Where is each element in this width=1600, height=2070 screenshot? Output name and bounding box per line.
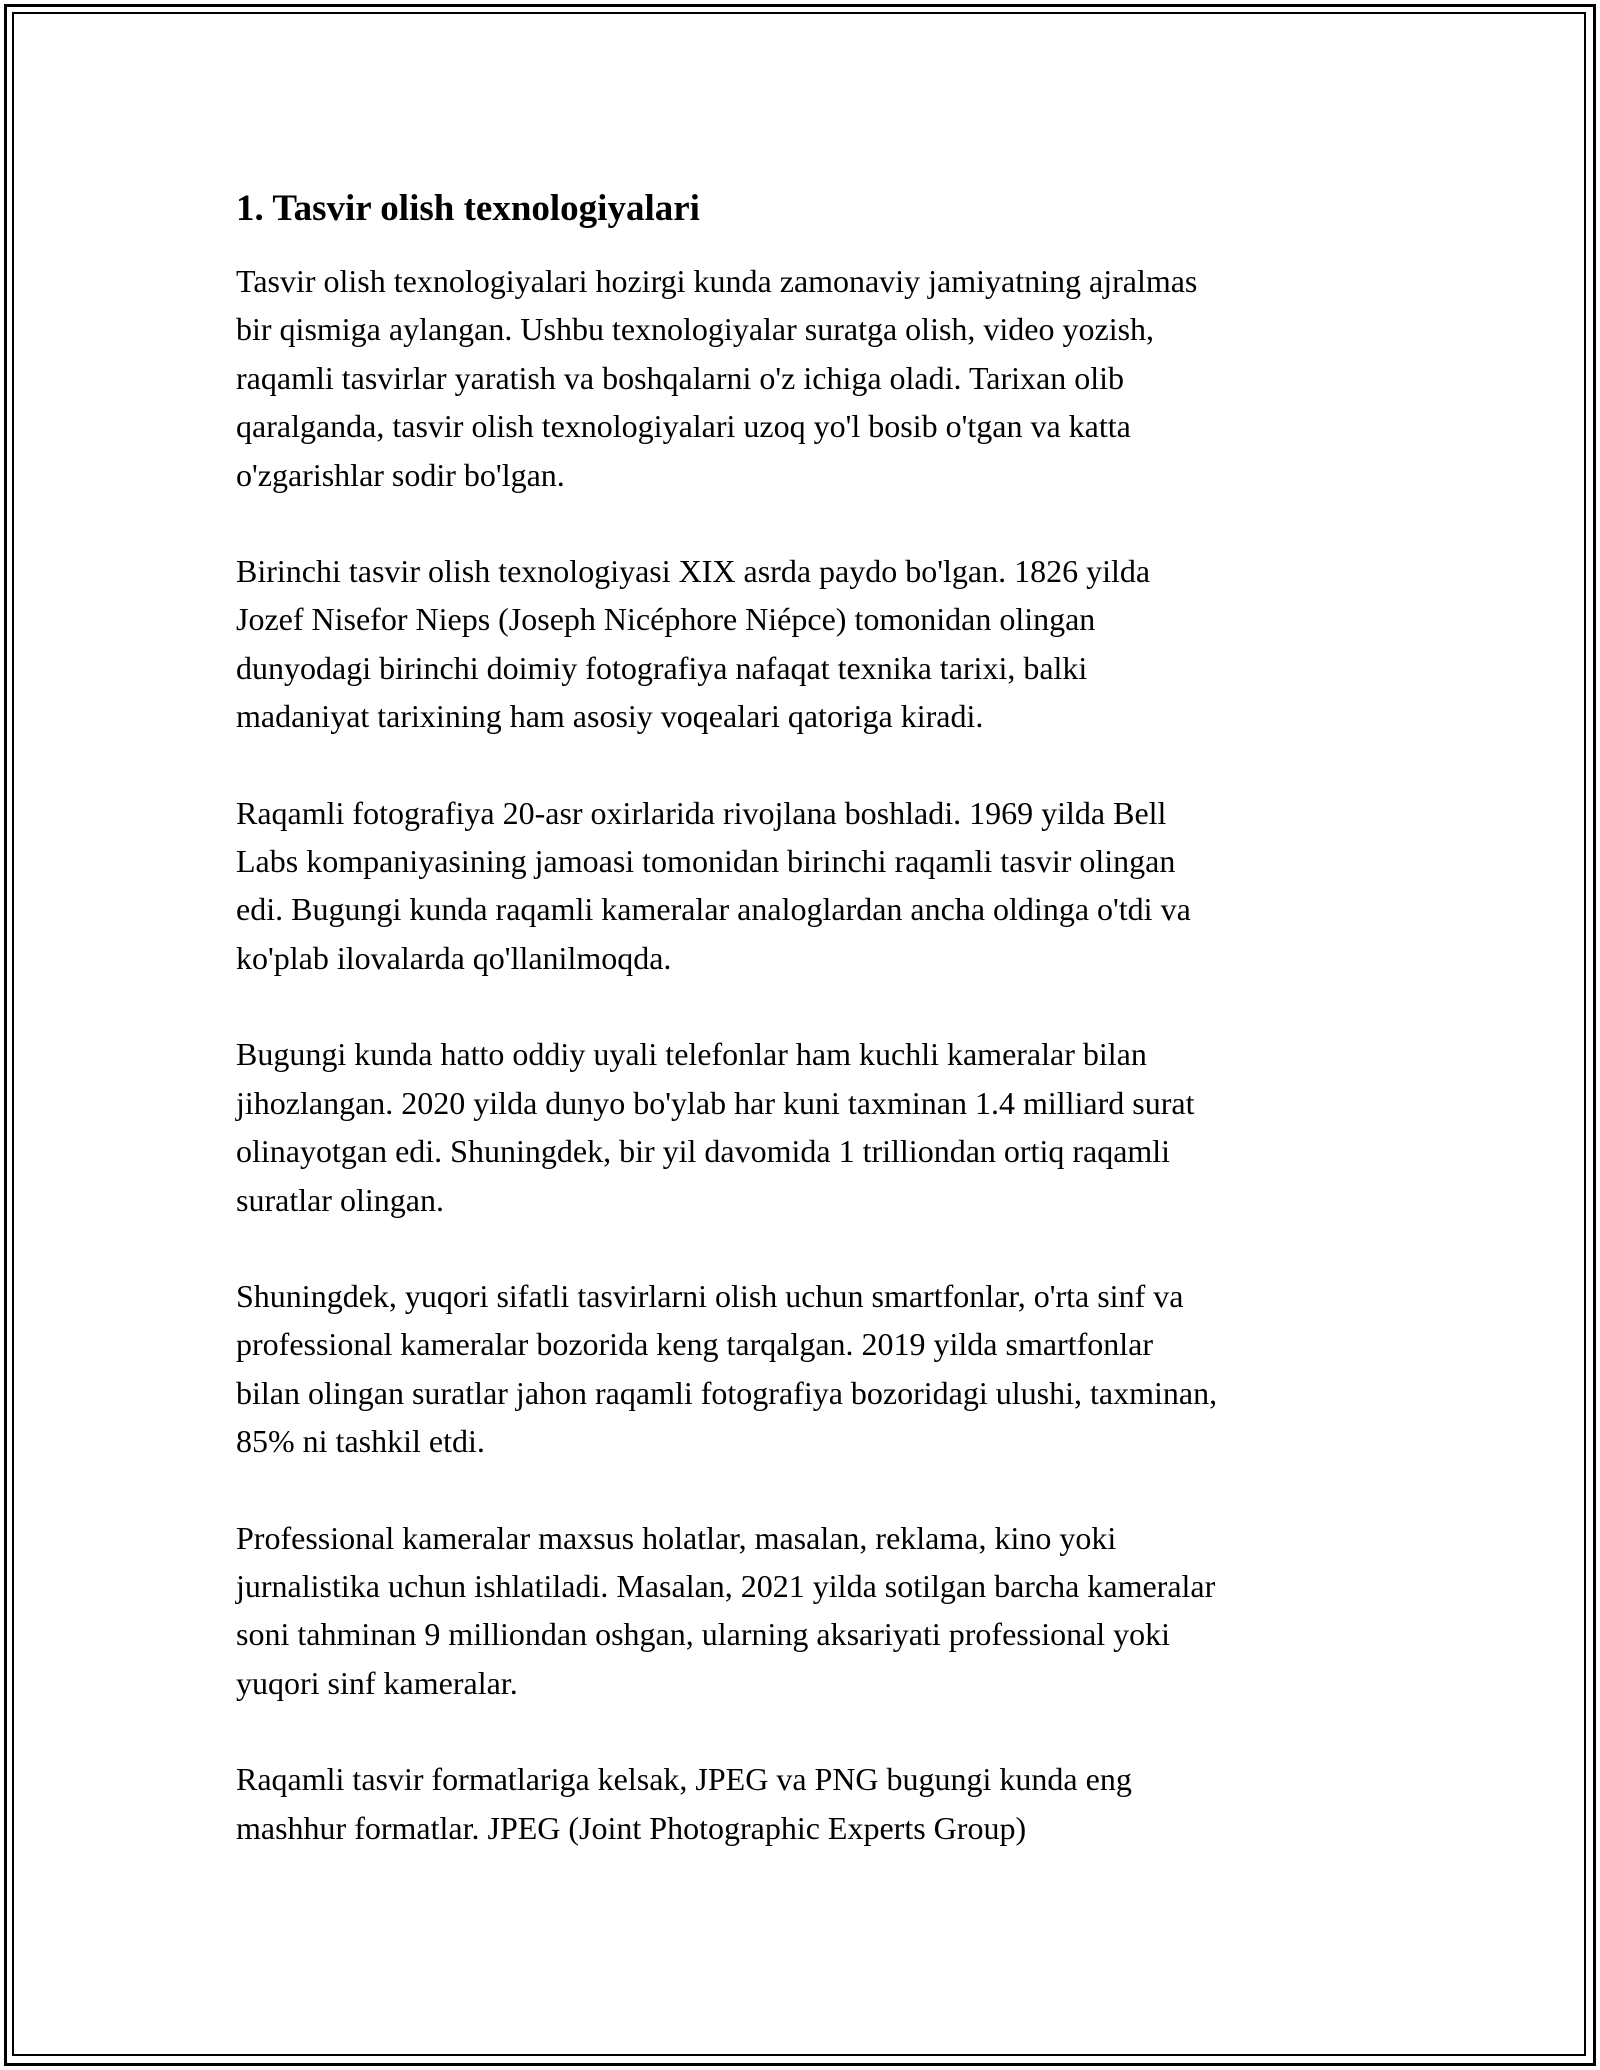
text-line: yuqori sinf kameralar. — [236, 1664, 518, 1701]
text-line: jurnalistika uchun ishlatiladi. Masalan, 2021 yilda sotilgan barcha kameralar — [236, 1567, 1216, 1604]
text-line: jihozlangan. 2020 yilda dunyo bo'ylab har kuni taxminan 1.4 milliard surat — [236, 1084, 1195, 1121]
text-line: 85% ni tashkil etdi. — [236, 1423, 485, 1460]
body-paragraph — [236, 547, 1386, 741]
text-line: Shuningdek, yuqori sifatli tasvirlarni olish uchun smartfonlar, o'rta sinf va — [236, 1277, 1184, 1314]
text-line: soni tahminan 9 milliondan oshgan, ularning aksariyati professional yoki — [236, 1616, 1171, 1653]
text-line: professional kameralar bozorida keng tarqalgan. 2019 yilda smartfonlar — [236, 1326, 1153, 1363]
section-heading: 1. Tasvir olish texnologiyalari — [236, 188, 700, 229]
document-body — [236, 185, 1386, 1900]
text-line: suratlar olingan. — [236, 1181, 444, 1218]
paragraph-list — [236, 257, 1386, 1852]
text-line: dunyodagi birinchi doimiy fotografiya nafaqat texnika tarixi, balki — [236, 649, 1088, 686]
text-line: olinayotgan edi. Shuningdek, bir yil davomida 1 trilliondan ortiq raqamli — [236, 1133, 1171, 1170]
text-line: edi. Bugungi kunda raqamli kameralar analoglardan ancha oldinga o'tdi va — [236, 891, 1191, 928]
body-paragraph — [236, 257, 1386, 499]
text-line: Raqamli tasvir formatlariga kelsak, JPEG va PNG bugungi kunda eng — [236, 1761, 1132, 1798]
body-paragraph — [236, 1272, 1386, 1466]
body-paragraph — [236, 1030, 1386, 1224]
text-line: Professional kameralar maxsus holatlar, masalan, reklama, kino yoki — [236, 1519, 1117, 1556]
text-line: Labs kompaniyasining jamoasi tomonidan birinchi raqamli tasvir olingan — [236, 843, 1176, 880]
text-line: ko'plab ilovalarda qo'llanilmoqda. — [236, 939, 672, 976]
text-line: bilan olingan suratlar jahon raqamli fotografiya bozoridagi ulushi, taxminan, — [236, 1374, 1218, 1411]
text-line: bir qismiga aylangan. Ushbu texnologiyalar suratga olish, video yozish, — [236, 311, 1155, 348]
text-line: qaralganda, tasvir olish texnologiyalari uzoq yo'l bosib o'tgan va katta — [236, 408, 1131, 445]
text-line: Bugungi kunda hatto oddiy uyali telefonlar ham kuchli kameralar bilan — [236, 1036, 1147, 1073]
body-paragraph — [236, 789, 1386, 983]
text-line: Tasvir olish texnologiyalari hozirgi kunda zamonaviy jamiyatning ajralmas — [236, 263, 1198, 299]
text-line: Raqamli fotografiya 20-asr oxirlarida rivojlana boshladi. 1969 yilda Bell — [236, 794, 1167, 831]
text-line: Jozef Nisefor Nieps (Joseph Nicéphore Niépce) tomonidan olingan — [236, 601, 1096, 638]
text-line: raqamli tasvirlar yaratish va boshqalarni o'z ichiga oladi. Tarixan olib — [236, 359, 1124, 396]
body-paragraph — [236, 1755, 1386, 1852]
text-line: mashhur formatlar. JPEG (Joint Photographic Experts Group) — [236, 1809, 1027, 1846]
body-paragraph — [236, 1514, 1386, 1708]
text-line: Birinchi tasvir olish texnologiyasi XIX asrda paydo bo'lgan. 1826 yilda — [236, 553, 1151, 590]
text-line: madaniyat tarixining ham asosiy voqealari qatoriga kiradi. — [236, 698, 984, 735]
text-line: o'zgarishlar sodir bo'lgan. — [236, 456, 565, 493]
